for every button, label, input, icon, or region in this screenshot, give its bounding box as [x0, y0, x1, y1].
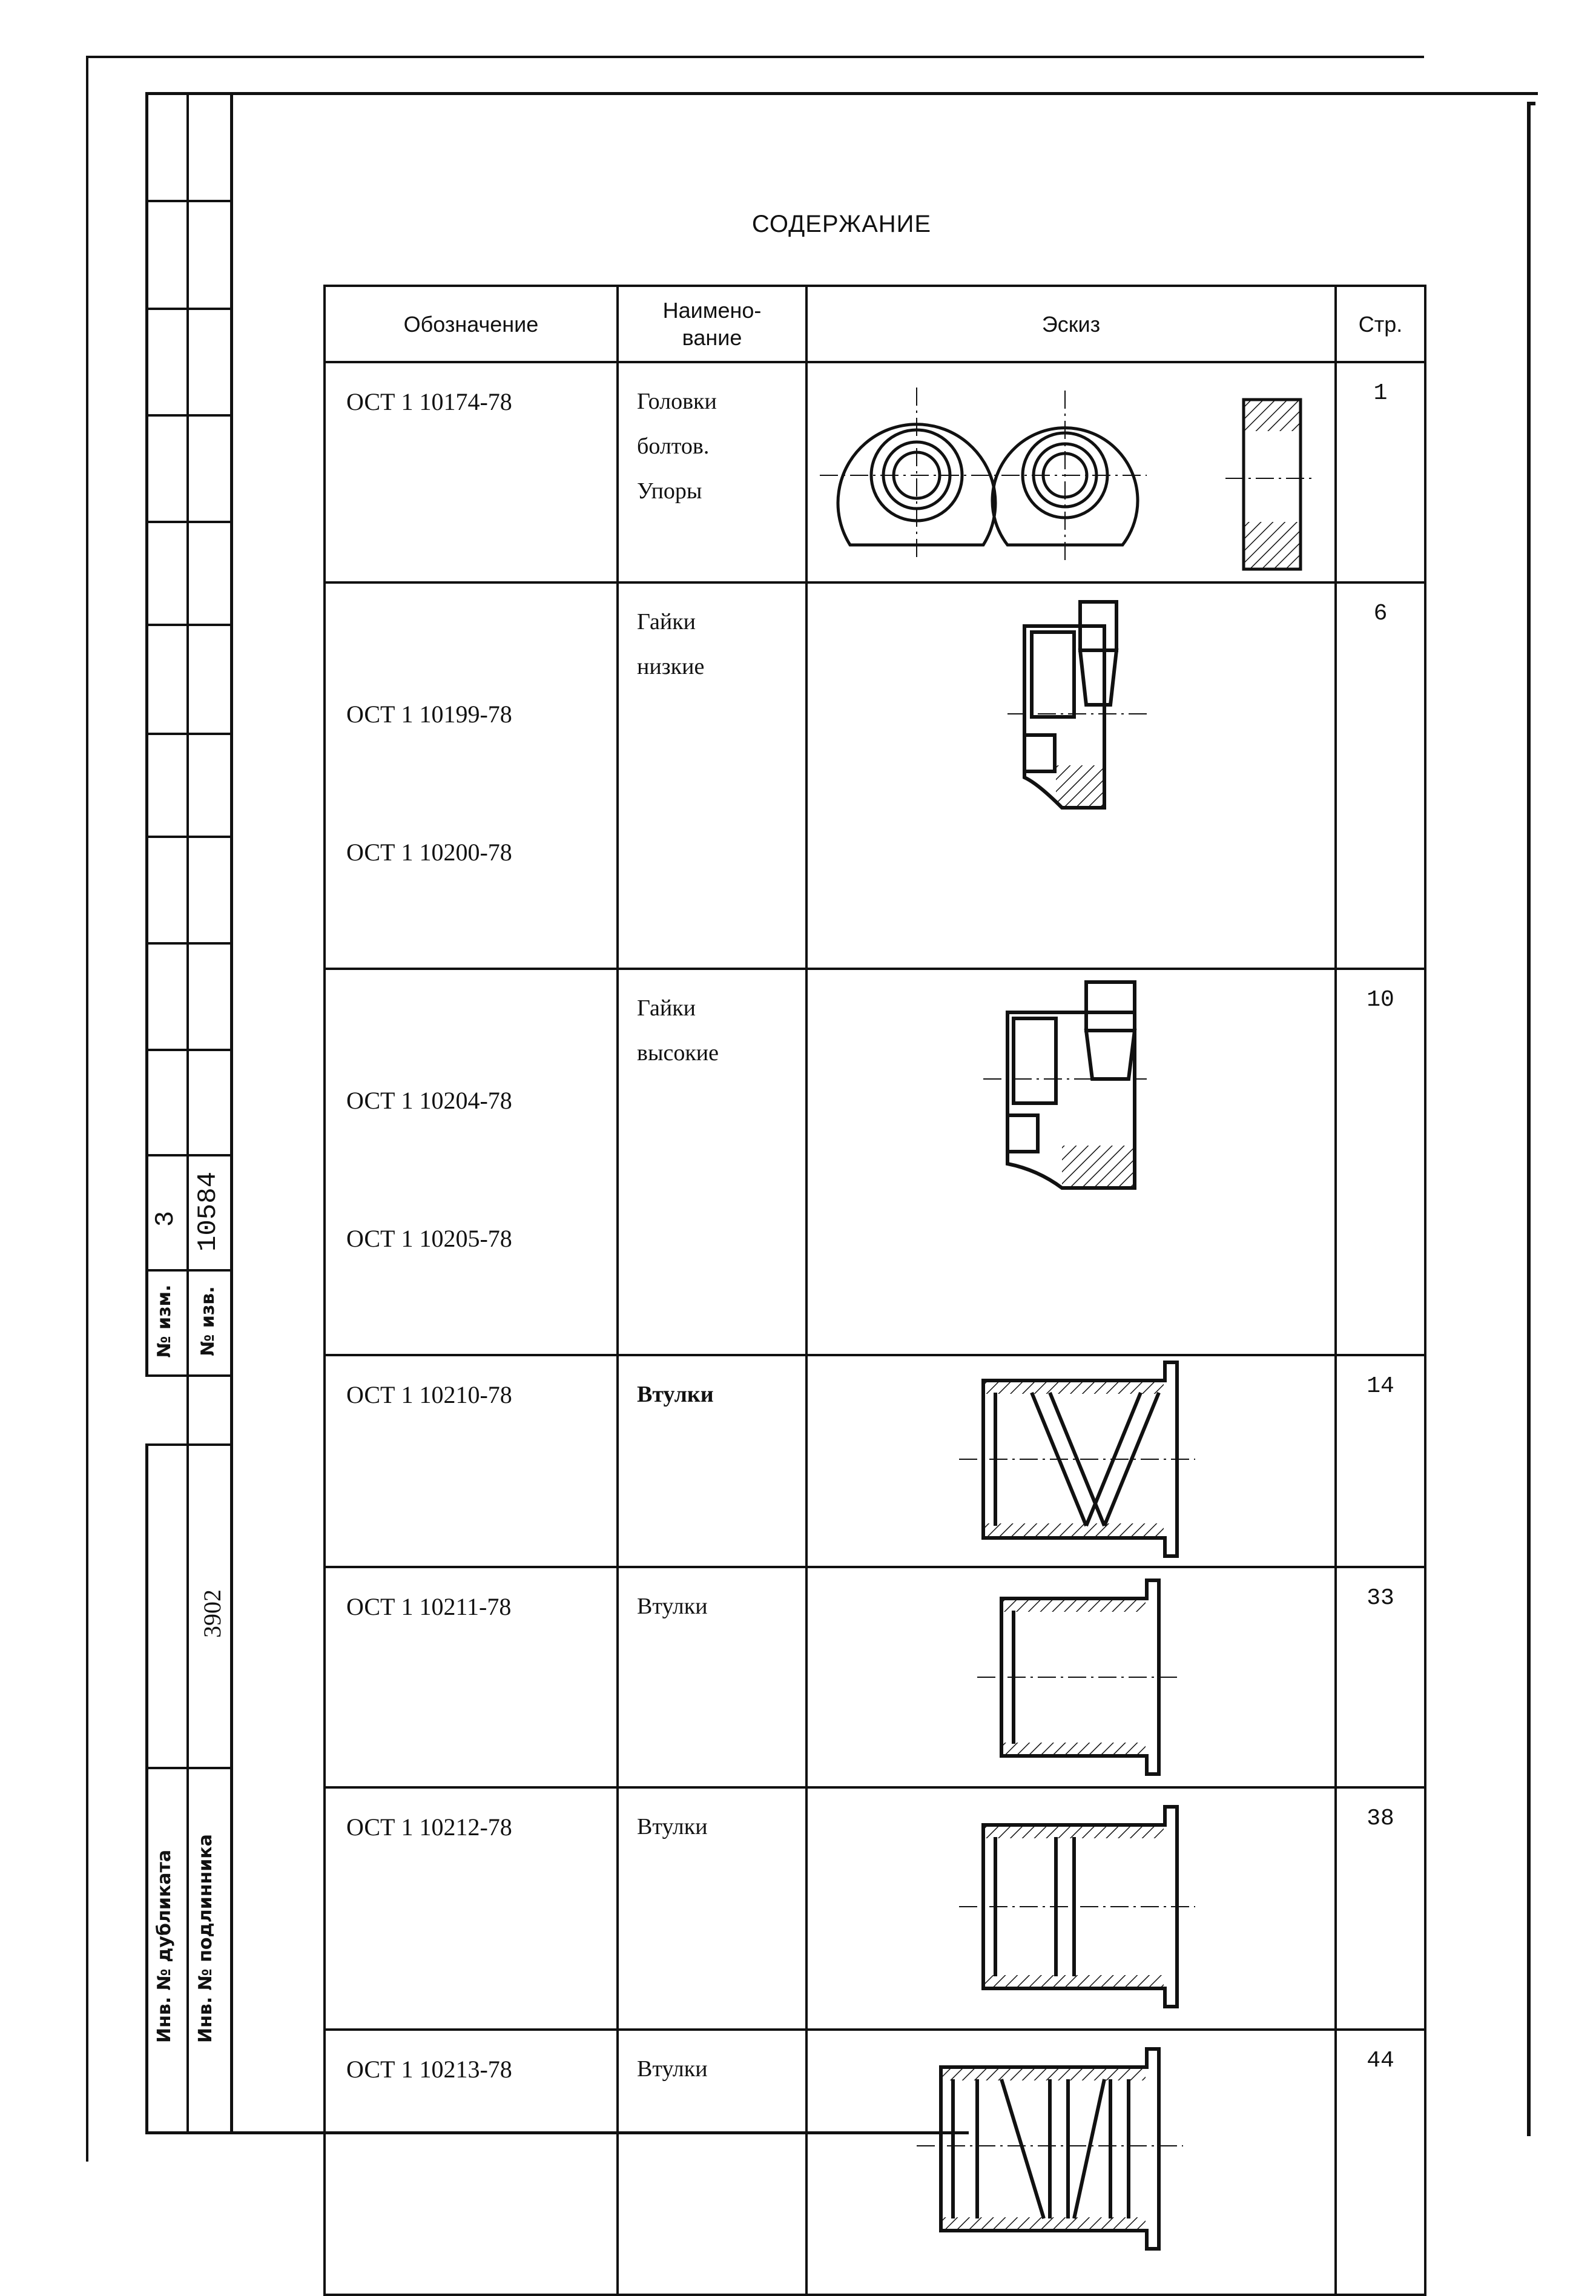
contents-table: [323, 285, 1426, 2296]
frame-left-outer: [86, 56, 88, 2162]
change-number-label: № изм.: [154, 1284, 175, 1358]
frame-top-inner: [145, 92, 1538, 95]
duplicate-inventory-label: Инв. № дубликата: [154, 1849, 175, 2043]
row-name: [618, 1567, 806, 1787]
header-name-line2: вание: [682, 325, 742, 350]
name-line: Втулки: [637, 1814, 708, 1839]
header-name: [618, 286, 806, 362]
row-page: 6: [1336, 582, 1425, 969]
row-designation: [325, 1355, 618, 1567]
name-line: Втулки: [637, 2056, 708, 2082]
row-sketch: [806, 1355, 1336, 1567]
name-line: высокие: [637, 1040, 719, 1066]
designation-code: ОСТ 1 10210-78: [346, 1381, 512, 1408]
sidebar-divider: [145, 624, 231, 626]
row-name: [618, 582, 806, 969]
sidebar-divider: [145, 1049, 231, 1051]
table-row: [325, 2030, 1425, 2295]
table-row: [325, 362, 1425, 582]
table-row: [325, 1355, 1425, 1567]
row-page: 10: [1336, 969, 1425, 1355]
designation-code: ОСТ 1 10205-78: [346, 1225, 512, 1252]
frame-top-outer: [86, 56, 1424, 58]
name-line: Упоры: [637, 478, 702, 504]
row-sketch: [806, 1567, 1336, 1787]
header-sketch: Эскиз: [806, 286, 1336, 362]
flanged-bushing-sketch-icon: [808, 1568, 1337, 1789]
sidebar-divider: [145, 1154, 231, 1156]
sidebar-col-left-lower: [145, 1443, 148, 2134]
name-line: низкие: [637, 654, 705, 679]
row-name: [618, 2030, 806, 2295]
sidebar-divider: [145, 1767, 231, 1769]
designation-code: ОСТ 1 10212-78: [346, 1813, 512, 1841]
row-designation: [325, 1787, 618, 2030]
sidebar-col-mid: [186, 92, 189, 2134]
row-designation: [325, 362, 618, 582]
table-row: [325, 1567, 1425, 1787]
notice-number-value: 10584: [193, 1171, 223, 1252]
header-designation: Обозначение: [325, 286, 618, 362]
sidebar-divider: [145, 200, 231, 202]
frame-right-tick: [1527, 102, 1535, 105]
page-title: СОДЕРЖАНИЕ: [751, 211, 932, 237]
row-page: 14: [1336, 1355, 1425, 1567]
sidebar-divider: [145, 1443, 231, 1446]
bushing-annular-groove-sketch-icon: [808, 1789, 1337, 2031]
sidebar-divider: [145, 521, 231, 523]
header-page: Стр.: [1336, 286, 1425, 362]
table-row: [325, 969, 1425, 1355]
designation-code: ОСТ 1 10174-78: [346, 388, 512, 415]
original-inventory-value: 3902: [199, 1589, 226, 1638]
sidebar-divider: [145, 1374, 231, 1377]
designation-code: ОСТ 1 10213-78: [346, 2056, 512, 2083]
row-sketch: [806, 2030, 1336, 2295]
bushing-spiral-groove-sketch-icon: [808, 1356, 1337, 1568]
row-page: 33: [1336, 1567, 1425, 1787]
frame-inner-left: [230, 92, 233, 2134]
row-name: [618, 1787, 806, 2030]
name-line: Гайки: [637, 995, 696, 1021]
designation-code: ОСТ 1 10204-78: [346, 1087, 512, 1114]
row-page: 38: [1336, 1787, 1425, 2030]
header-name-line1: Наимено-: [662, 298, 762, 323]
low-nut-section-sketch-icon: [808, 584, 1337, 821]
table-row: [325, 582, 1425, 969]
original-inventory-label: Инв. № подлинника: [195, 1834, 216, 2043]
row-sketch: [806, 362, 1336, 582]
row-page: 44: [1336, 2030, 1425, 2295]
name-line: Гайки: [637, 609, 696, 635]
change-number-value: 3: [151, 1210, 181, 1227]
row-sketch: [806, 1787, 1336, 2030]
designation-code: ОСТ 1 10199-78: [346, 701, 512, 728]
row-name: [618, 969, 806, 1355]
table-header-row: [325, 286, 1425, 362]
sidebar-divider: [145, 414, 231, 417]
row-page: 1: [1336, 362, 1425, 582]
row-designation: [325, 969, 618, 1355]
row-designation: [325, 2030, 618, 2295]
high-nut-section-sketch-icon: [808, 970, 1337, 1201]
row-sketch: [806, 969, 1336, 1355]
sidebar-divider: [145, 308, 231, 310]
row-name: [618, 1355, 806, 1567]
table-row: [325, 1787, 1425, 2030]
name-line: Втулки: [637, 1382, 714, 1407]
sidebar-divider: [145, 1269, 231, 1272]
row-sketch: [806, 582, 1336, 969]
bushing-double-groove-sketch-icon: [808, 2031, 1337, 2296]
row-name: [618, 362, 806, 582]
designation-code: ОСТ 1 10200-78: [346, 839, 512, 866]
designation-code: ОСТ 1 10211-78: [346, 1593, 512, 1620]
name-line: Втулки: [637, 1594, 708, 1619]
notice-number-label: № изв.: [197, 1286, 219, 1356]
frame-right: [1527, 102, 1531, 2136]
sidebar-divider: [145, 733, 231, 735]
name-line: болтов.: [637, 434, 710, 459]
name-line: Головки: [637, 389, 717, 414]
row-designation: [325, 582, 618, 969]
sidebar-divider: [145, 836, 231, 838]
sidebar-divider: [145, 942, 231, 945]
bolt-heads-stops-sketch-icon: [808, 363, 1337, 584]
row-designation: [325, 1567, 618, 1787]
